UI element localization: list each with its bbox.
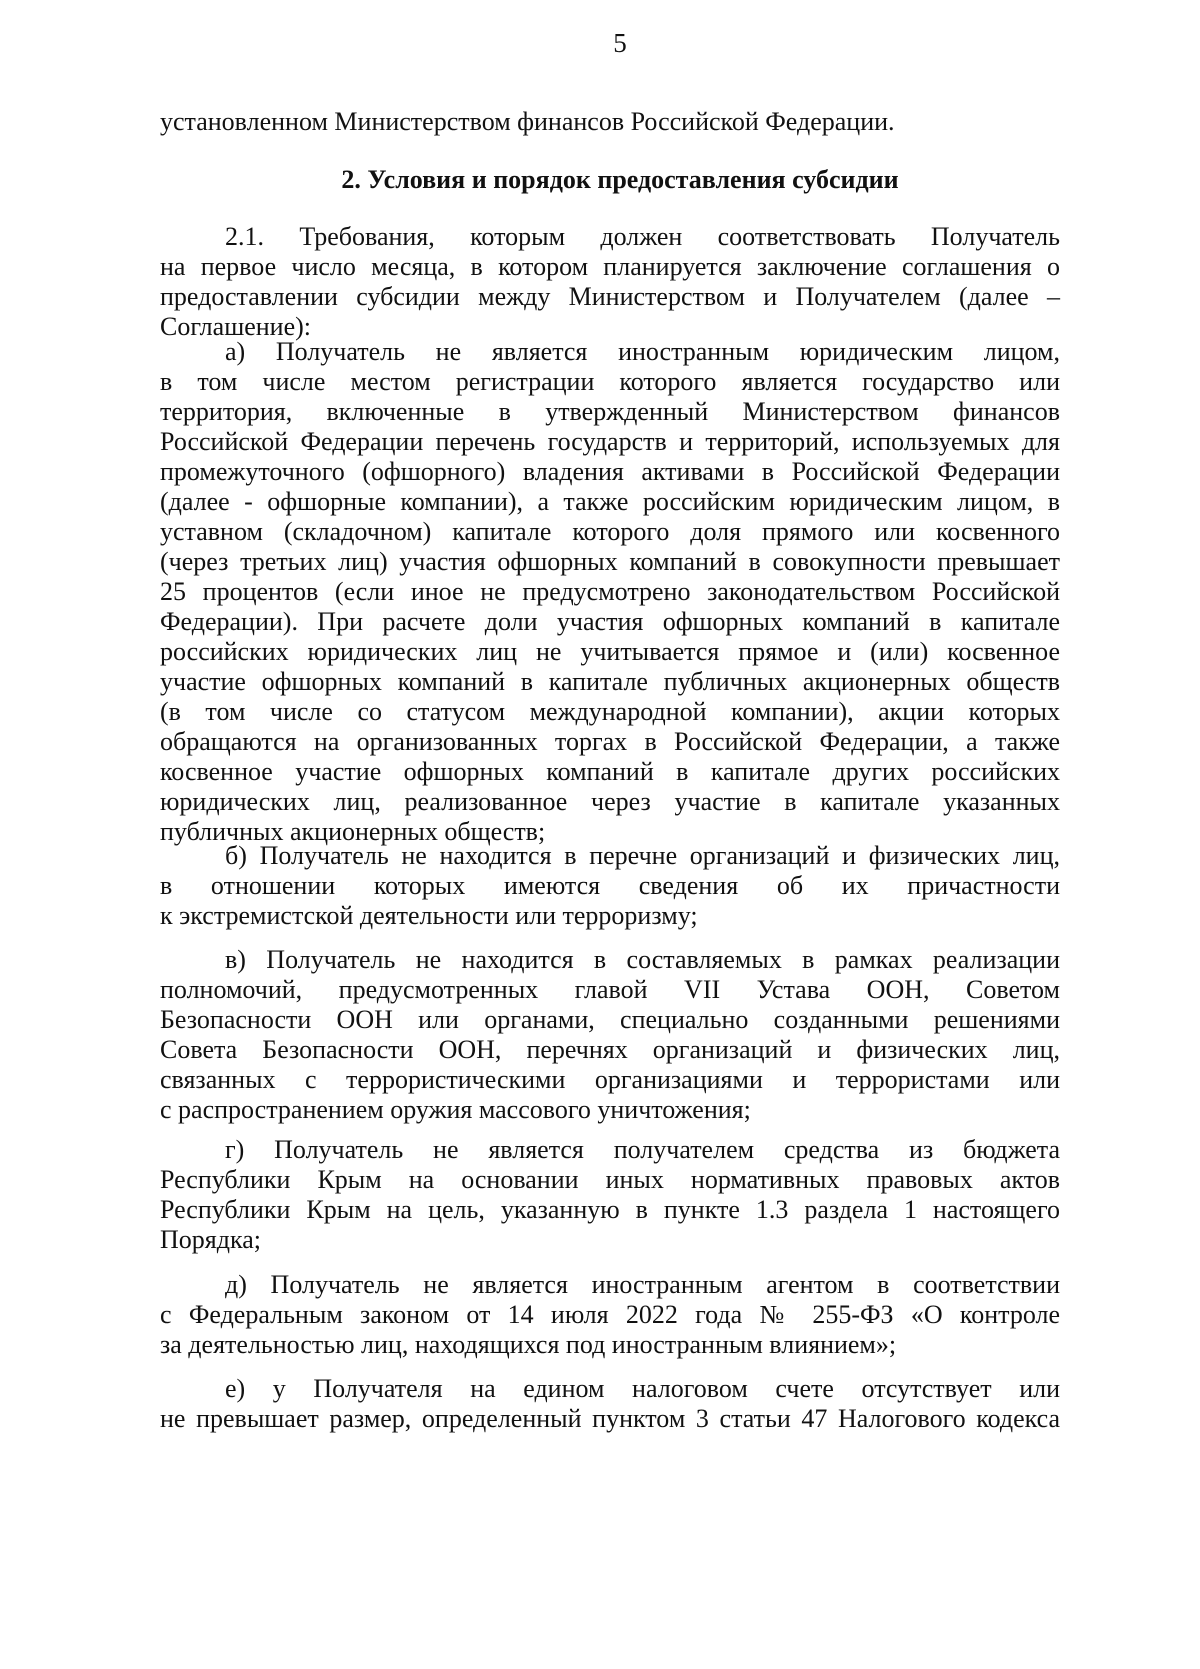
text-line: обращаются на организованных торгах в Российской Федерации, а также bbox=[160, 727, 1060, 756]
page-number: 5 bbox=[613, 28, 627, 58]
paragraph-v bbox=[160, 945, 1060, 1125]
text-line: промежуточного (офшорного) владения активами в Российской Федерации bbox=[160, 457, 1060, 486]
section-heading: 2. Условия и порядок предоставления субсидии bbox=[341, 165, 899, 194]
text-line: в отношении которых имеются сведения об их причастности bbox=[160, 871, 1060, 900]
text-line: Федерации). При расчете доли участия офшорных компаний в капитале bbox=[160, 607, 1060, 636]
paragraph-d bbox=[160, 1270, 1060, 1360]
text-line: (в том числе со статусом международной компании), акции которых bbox=[160, 697, 1060, 726]
text-line: Порядка; bbox=[160, 1225, 261, 1254]
text-line: Республики Крым на цель, указанную в пункте 1.3 раздела 1 настоящего bbox=[160, 1195, 1060, 1224]
text-line: не превышает размер, определенный пунктом 3 статьи 47 Налогового кодекса bbox=[160, 1404, 1060, 1433]
paragraph-e bbox=[160, 1374, 1060, 1434]
text-line: с распространением оружия массового уничтожения; bbox=[160, 1095, 751, 1124]
text-line: е) у Получателя на едином налоговом счете отсутствует или bbox=[225, 1374, 1060, 1403]
text-line: с Федеральным законом от 14 июля 2022 года № 255-ФЗ «О контроле bbox=[160, 1300, 1060, 1329]
intro-paragraph bbox=[160, 107, 1060, 137]
paragraph-b bbox=[160, 841, 1060, 931]
text-line: (через третьих лиц) участия офшорных компаний в совокупности превышает bbox=[160, 547, 1060, 576]
paragraph-2-1 bbox=[160, 222, 1060, 342]
text-line: на первое число месяца, в котором планируется заключение соглашения о bbox=[160, 252, 1060, 281]
text-line: юридических лиц, реализованное через участие в капитале указанных bbox=[160, 787, 1060, 816]
text-line: территория, включенные в утвержденный Министерством финансов bbox=[160, 397, 1060, 426]
text-line: к экстремистской деятельности или терроризму; bbox=[160, 901, 698, 930]
text-line: в) Получатель не находится в составляемых в рамках реализации bbox=[225, 945, 1060, 974]
text-line: д) Получатель не является иностранным агентом в соответствии bbox=[225, 1270, 1060, 1299]
text-line: Безопасности ООН или органами, специально созданными решениями bbox=[160, 1005, 1060, 1034]
text-line: уставном (складочном) капитале которого доля прямого или косвенного bbox=[160, 517, 1060, 546]
text-line: полномочий, предусмотренных главой VII Устава ООН, Советом bbox=[160, 975, 1060, 1004]
text-line: б) Получатель не находится в перечне организаций и физических лиц, bbox=[225, 841, 1060, 870]
text-line: 25 процентов (если иное не предусмотрено законодательством Российской bbox=[160, 577, 1060, 606]
text-line: Российской Федерации перечень государств и территорий, используемых для bbox=[160, 427, 1060, 456]
text-line: 2.1. Требования, которым должен соответствовать Получатель bbox=[225, 222, 1060, 251]
text-line: а) Получатель не является иностранным юридическим лицом, bbox=[225, 337, 1060, 366]
text-line: г) Получатель не является получателем средства из бюджета bbox=[225, 1135, 1060, 1164]
text-line: за деятельностью лиц, находящихся под иностранным влиянием»; bbox=[160, 1330, 897, 1359]
text-line: Совета Безопасности ООН, перечнях организаций и физических лиц, bbox=[160, 1035, 1060, 1064]
text-line: (далее - офшорные компании), а также российским юридическим лицом, в bbox=[160, 487, 1060, 516]
paragraph-g bbox=[160, 1135, 1060, 1255]
text-line: связанных с террористическими организациями и террористами или bbox=[160, 1065, 1060, 1094]
text-line: предоставлении субсидии между Министерством и Получателем (далее – bbox=[160, 282, 1060, 311]
text-line: публичных акционерных обществ; bbox=[160, 817, 546, 846]
text-line: российских юридических лиц не учитывается прямое и (или) косвенное bbox=[160, 637, 1060, 666]
text-line: в том числе местом регистрации которого является государство или bbox=[160, 367, 1060, 396]
text-line: участие офшорных компаний в капитале публичных акционерных обществ bbox=[160, 667, 1060, 696]
text-line: установленном Министерством финансов Российской Федерации. bbox=[160, 107, 895, 136]
text-line: Республики Крым на основании иных нормативных правовых актов bbox=[160, 1165, 1060, 1194]
paragraph-a bbox=[160, 337, 1060, 847]
text-line: Соглашение): bbox=[160, 312, 312, 341]
text-line: косвенное участие офшорных компаний в капитале других российских bbox=[160, 757, 1060, 786]
